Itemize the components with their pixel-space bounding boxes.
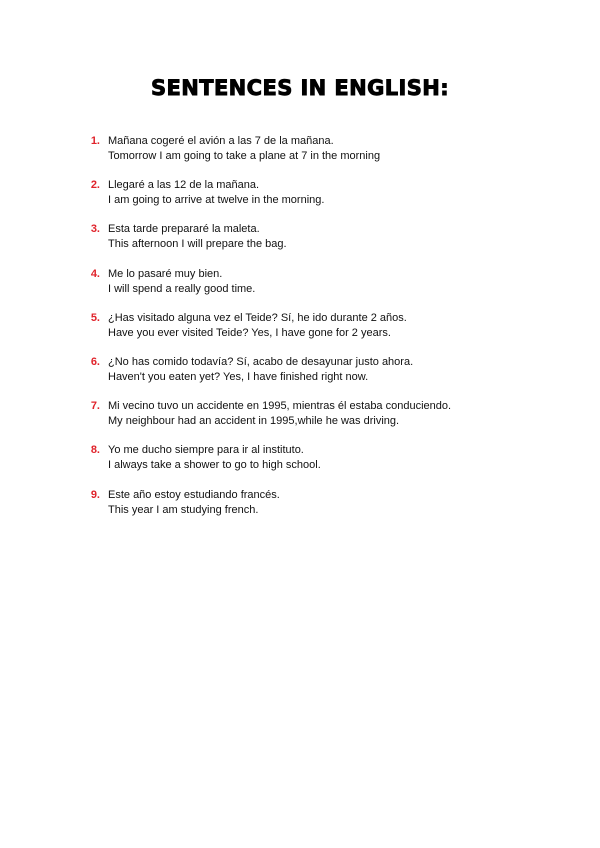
- spanish-sentence: Este año estoy estudiando francés.: [108, 488, 280, 501]
- english-sentence: Have you ever visited Teide? Yes, I have gone for 2 years.: [108, 326, 391, 339]
- sentence-list: [0, 134, 600, 532]
- item-number: 1.: [90, 135, 100, 147]
- list-item: [0, 311, 600, 355]
- list-item: [0, 134, 600, 178]
- english-sentence: My neighbour had an accident in 1995,while he was driving.: [108, 415, 400, 428]
- item-number: 6.: [90, 355, 100, 368]
- spanish-sentence: Llegaré a las 12 de la mañana.: [108, 179, 260, 192]
- english-sentence: Tomorrow I am going to take a plane at 7 in the morning: [108, 150, 381, 162]
- spanish-sentence: Esta tarde prepararé la maleta.: [108, 223, 260, 236]
- item-number: 2.: [90, 179, 100, 192]
- list-item: [0, 399, 600, 443]
- list-item: [0, 267, 600, 311]
- english-sentence: I always take a shower to go to high school.: [108, 459, 321, 472]
- english-sentence: This year I am studying french.: [108, 503, 259, 516]
- english-sentence: This afternoon I will prepare the bag.: [108, 238, 287, 251]
- spanish-sentence: ¿No has comido todavía? Sí, acabo de desayunar justo ahora.: [108, 355, 414, 368]
- item-number: 8.: [90, 444, 100, 457]
- item-number: 5.: [90, 311, 100, 324]
- english-sentence: I will spend a really good time.: [108, 282, 256, 295]
- item-number: 9.: [90, 488, 100, 501]
- english-sentence: Haven't you eaten yet? Yes, I have finished right now.: [108, 370, 369, 383]
- spanish-sentence: Mi vecino tuvo un accidente en 1995, mientras él estaba conduciendo.: [108, 400, 452, 413]
- list-item: [0, 178, 600, 222]
- spanish-sentence: Me lo pasaré muy bien.: [108, 267, 223, 280]
- spanish-sentence: Yo me ducho siempre para ir al instituto.: [108, 444, 304, 457]
- list-item: [0, 488, 600, 532]
- list-item: [0, 222, 600, 266]
- list-item: [0, 355, 600, 399]
- item-number: 7.: [90, 400, 100, 413]
- item-number: 4.: [90, 267, 100, 280]
- item-number: 3.: [90, 223, 100, 236]
- spanish-sentence: Mañana cogeré el avión a las 7 de la mañana.: [108, 135, 334, 147]
- english-sentence: I am going to arrive at twelve in the morning.: [108, 194, 325, 207]
- spanish-sentence: ¿Has visitado alguna vez el Teide? Sí, he ido durante 2 años.: [108, 311, 407, 324]
- page-title: SENTENCES IN ENGLISH:: [150, 76, 450, 100]
- list-item: [0, 443, 600, 487]
